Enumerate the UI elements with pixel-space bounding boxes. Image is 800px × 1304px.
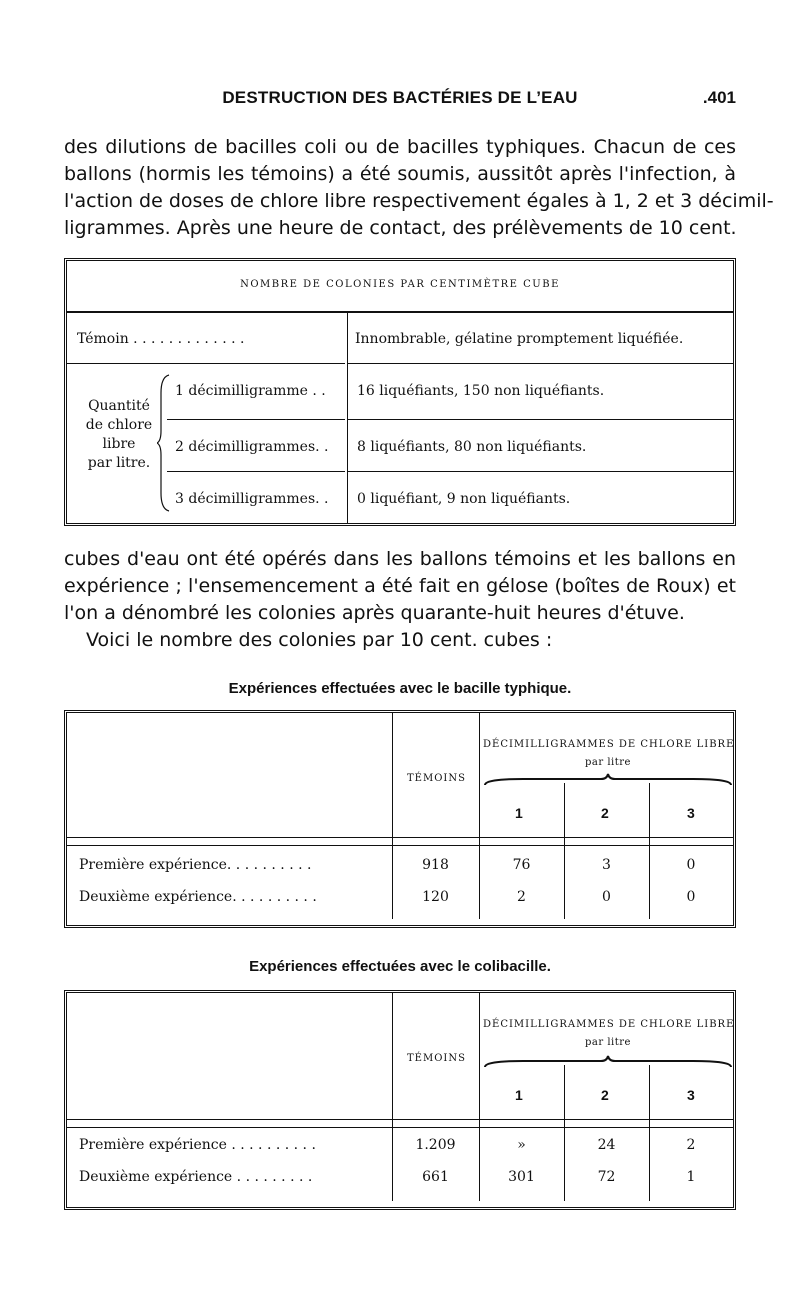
cell-temoins: 120 [422, 889, 449, 905]
page-number: .401 [702, 88, 736, 107]
col-group: DÉCIMILLIGRAMMES DE CHLORE LIBRE [483, 739, 735, 750]
cell-d1: 76 [512, 857, 531, 873]
group-label [79, 397, 159, 473]
dose-header: 3 [687, 1087, 695, 1103]
text-line: cubes d'eau ont été opérés dans les ballons témoins et les ballons en [64, 548, 736, 570]
divider [67, 363, 345, 364]
dose-result: 16 liquéfiants, 150 non liquéfiants. [357, 383, 605, 399]
group-label-line: de chlore [85, 417, 153, 433]
text-line: ballons (hormis les témoins) a été soumis, aussitôt après l'infection, à [64, 163, 736, 185]
brace-icon [483, 1055, 733, 1069]
group-label-line: libre [102, 436, 136, 452]
divider [348, 363, 733, 364]
running-head [64, 88, 736, 114]
column-divider [347, 313, 348, 523]
divider [348, 471, 733, 472]
col-temoins: TÉMOINS [407, 1053, 466, 1064]
brace-icon [157, 373, 171, 513]
colonies-table [64, 258, 736, 526]
table-caption: Expériences effectuées avec le colibacille. [249, 958, 551, 975]
divider [67, 845, 733, 846]
divider [67, 311, 733, 313]
divider [67, 837, 733, 838]
cell-d2: 72 [597, 1169, 616, 1185]
dose-result: 0 liquéfiant, 9 non liquéfiants. [357, 491, 571, 507]
typhique-table [64, 710, 736, 928]
row-label: Deuxième expérience . . . . . . . . . [79, 1169, 313, 1185]
dose-header: 1 [515, 805, 523, 821]
cell-d1: 2 [517, 889, 526, 905]
text-line: l'on a dénombré les colonies après quarante-huit heures d'étuve. [64, 602, 685, 624]
col-temoins: TÉMOINS [407, 773, 466, 784]
dose-label: 2 décimilligrammes. . [175, 439, 329, 455]
text-line: des dilutions de bacilles coli ou de bacilles typhiques. Chacun de ces [64, 136, 736, 158]
divider [167, 419, 345, 420]
brace-icon [483, 773, 733, 787]
row-label: Deuxième expérience. . . . . . . . . . [79, 889, 317, 905]
cell-d2: 3 [602, 857, 611, 873]
dose-result: 8 liquéfiants, 80 non liquéfiants. [357, 439, 587, 455]
dose-header: 2 [601, 1087, 609, 1103]
text-line: ligrammes. Après une heure de contact, des prélèvements de 10 cent. [64, 217, 737, 239]
dose-header: 2 [601, 805, 609, 821]
running-title: DESTRUCTION DES BACTÉRIES DE L’EAU [222, 88, 578, 107]
cell-temoins: 1.209 [415, 1137, 456, 1153]
cell-d2: 0 [602, 889, 611, 905]
cell-temoins: 661 [422, 1169, 449, 1185]
divider [167, 471, 345, 472]
divider [67, 1119, 733, 1120]
cell-d2: 24 [597, 1137, 616, 1153]
dose-header: 3 [687, 805, 695, 821]
text-line: Voici le nombre des colonies par 10 cent. cubes : [86, 629, 553, 651]
col-group-sub: par litre [585, 757, 631, 768]
cell-d3: 0 [686, 889, 696, 905]
group-label-line: par litre. [87, 455, 151, 471]
dose-label: 1 décimilligramme . . [175, 383, 326, 399]
cell-d1: » [517, 1137, 526, 1153]
text-line: expérience ; l'ensemencement a été fait en gélose (boîtes de Roux) et [64, 575, 736, 597]
dose-header: 1 [515, 1087, 523, 1103]
dose-label: 3 décimilligrammes. . [175, 491, 329, 507]
divider [348, 419, 733, 420]
cell-d3: 2 [686, 1137, 696, 1153]
table-header: NOMBRE DE COLONIES PAR CENTIMÈTRE CUBE [240, 279, 560, 290]
text-line: l'action de doses de chlore libre respectivement égales à 1, 2 et 3 décimil- [64, 190, 774, 212]
row-label: Première expérience . . . . . . . . . . [79, 1137, 316, 1153]
paragraph-method [64, 546, 736, 654]
cell-d3: 1 [686, 1169, 696, 1185]
divider [67, 1127, 733, 1128]
row-label: Première expérience. . . . . . . . . . [79, 857, 312, 873]
cell-d1: 301 [508, 1169, 535, 1185]
temoin-label: Témoin . . . . . . . . . . . . . [77, 331, 245, 347]
paragraph-intro [64, 134, 774, 242]
col-group: DÉCIMILLIGRAMMES DE CHLORE LIBRE [483, 1019, 735, 1030]
cell-temoins: 918 [422, 857, 449, 873]
table-caption: Expériences effectuées avec le bacille typhique. [228, 680, 572, 697]
col-group-sub: par litre [585, 1037, 631, 1048]
group-label-line: Quantité [88, 398, 150, 414]
temoin-value: Innombrable, gélatine promptement liquéfiée. [355, 331, 684, 347]
coli-table [64, 990, 736, 1210]
cell-d3: 0 [686, 857, 696, 873]
